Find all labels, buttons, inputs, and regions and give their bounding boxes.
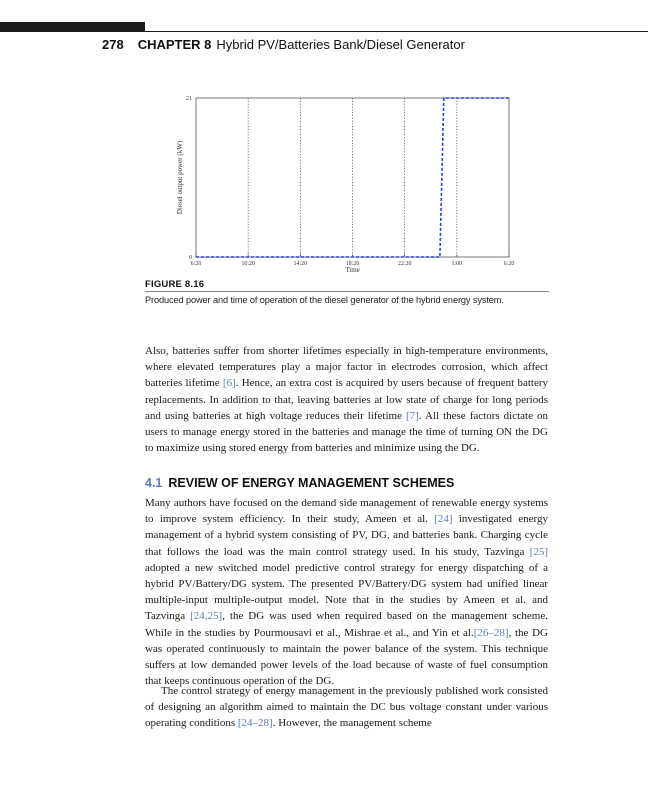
citation-link[interactable]: [7] (406, 409, 419, 422)
citation-link[interactable]: [26–28] (473, 626, 509, 639)
text-run: . However, the management scheme (272, 717, 432, 730)
y-tick-label: 0 (189, 255, 192, 261)
x-tick-label: 22:20 (397, 261, 412, 267)
text-run: Also, batteries suffer from shorter lifetimes especially in high-temperature environments, where elevated temperatures play a major factor in electrodes corrosion, which affect batteries lifetime (145, 345, 548, 390)
chapter-label: CHAPTER 8 (137, 37, 212, 52)
figure-label: FIGURE 8.16 (145, 279, 205, 290)
x-tick-label: 14:20 (293, 261, 308, 267)
x-tick-label: 6:20 (190, 261, 202, 267)
citation-link[interactable]: [25] (529, 545, 548, 558)
text-run: Many authors have focused on the demand side management of renewable energy systems to improve system efficiency. In their study, Ameen et al. (145, 497, 548, 526)
running-header (102, 37, 465, 52)
figure-rule (145, 291, 549, 292)
paragraph-battery-lifetime (145, 343, 548, 456)
section-heading (145, 476, 454, 490)
section-number: 4.1 (145, 476, 163, 490)
paragraph-review (145, 495, 548, 689)
citation-link[interactable]: [24] (434, 513, 453, 526)
citation-link[interactable]: [24,25] (190, 610, 223, 623)
text-run: investigated energy management of a hybrid system consisting of PV, DG, and batteries bank. Charging cycle that follows the load was the main control strategy used. In his study, Tazvinga (145, 513, 548, 558)
x-tick-label: 10:20 (241, 261, 256, 267)
text-run: , the DG was operated continuously to maintain the power balance of the system. This technique suffers at low demanded power levels of the load because of waste of fuel consumption that keeps continuous operation of the DG. (145, 626, 549, 688)
figure-caption: Produced power and time of operation of the diesel generator of the hybrid energy system. (145, 295, 504, 305)
x-tick-label: 6:20 (503, 261, 515, 267)
page-number: 278 (102, 37, 124, 52)
x-tick-label: 18:20 (345, 261, 360, 267)
citation-link[interactable]: [24–28] (237, 717, 273, 730)
chapter-title: Hybrid PV/Batteries Bank/Diesel Generator (216, 37, 465, 52)
y-axis-label: Diesel output power (kW) (176, 140, 184, 215)
text-run: , the DG was used when required based on the management scheme. While in the studies by Pourmousavi et al., Mishrae et al., and Yin et al. (145, 610, 548, 639)
header-bar (0, 22, 145, 32)
citation-link[interactable]: [6] (222, 377, 236, 390)
text-run: The control strategy of energy management in the previously published work consisted of designing an algorithm aimed to maintain the DC bus voltage constant under various operating conditions (145, 685, 548, 730)
header-rule (145, 31, 648, 32)
y-tick-label: 21 (186, 96, 192, 102)
text-run: adopted a new switched model predictive control strategy for energy dispatching of a hybrid PV/Battery/DG system. The presented PV/Battery/DG system had unified linear multiple-input multiple-output model. Note that in the studies by Ameen et al. and Tazvinga (145, 561, 548, 623)
section-title: REVIEW OF ENERGY MANAGEMENT SCHEMES (168, 476, 455, 490)
text-run: . Hence, an extra cost is acquired by users because of frequent battery replacements. In addition to that, leaving batteries at low state of charge for long periods and using batteries at high voltage reduces their lifetime (145, 377, 548, 422)
x-axis-label: Time (345, 266, 360, 274)
chart-plot-area (176, 96, 514, 274)
diesel-output-chart (160, 90, 520, 276)
x-tick-label: 1:00 (451, 261, 463, 267)
text-run: . All these factors dictate on users to manage energy stored in the batteries and manage the time of turning ON the DG to maximize using stored energy from batteries and minimize using the DG. (145, 409, 548, 455)
paragraph-control-strategy (145, 683, 548, 732)
